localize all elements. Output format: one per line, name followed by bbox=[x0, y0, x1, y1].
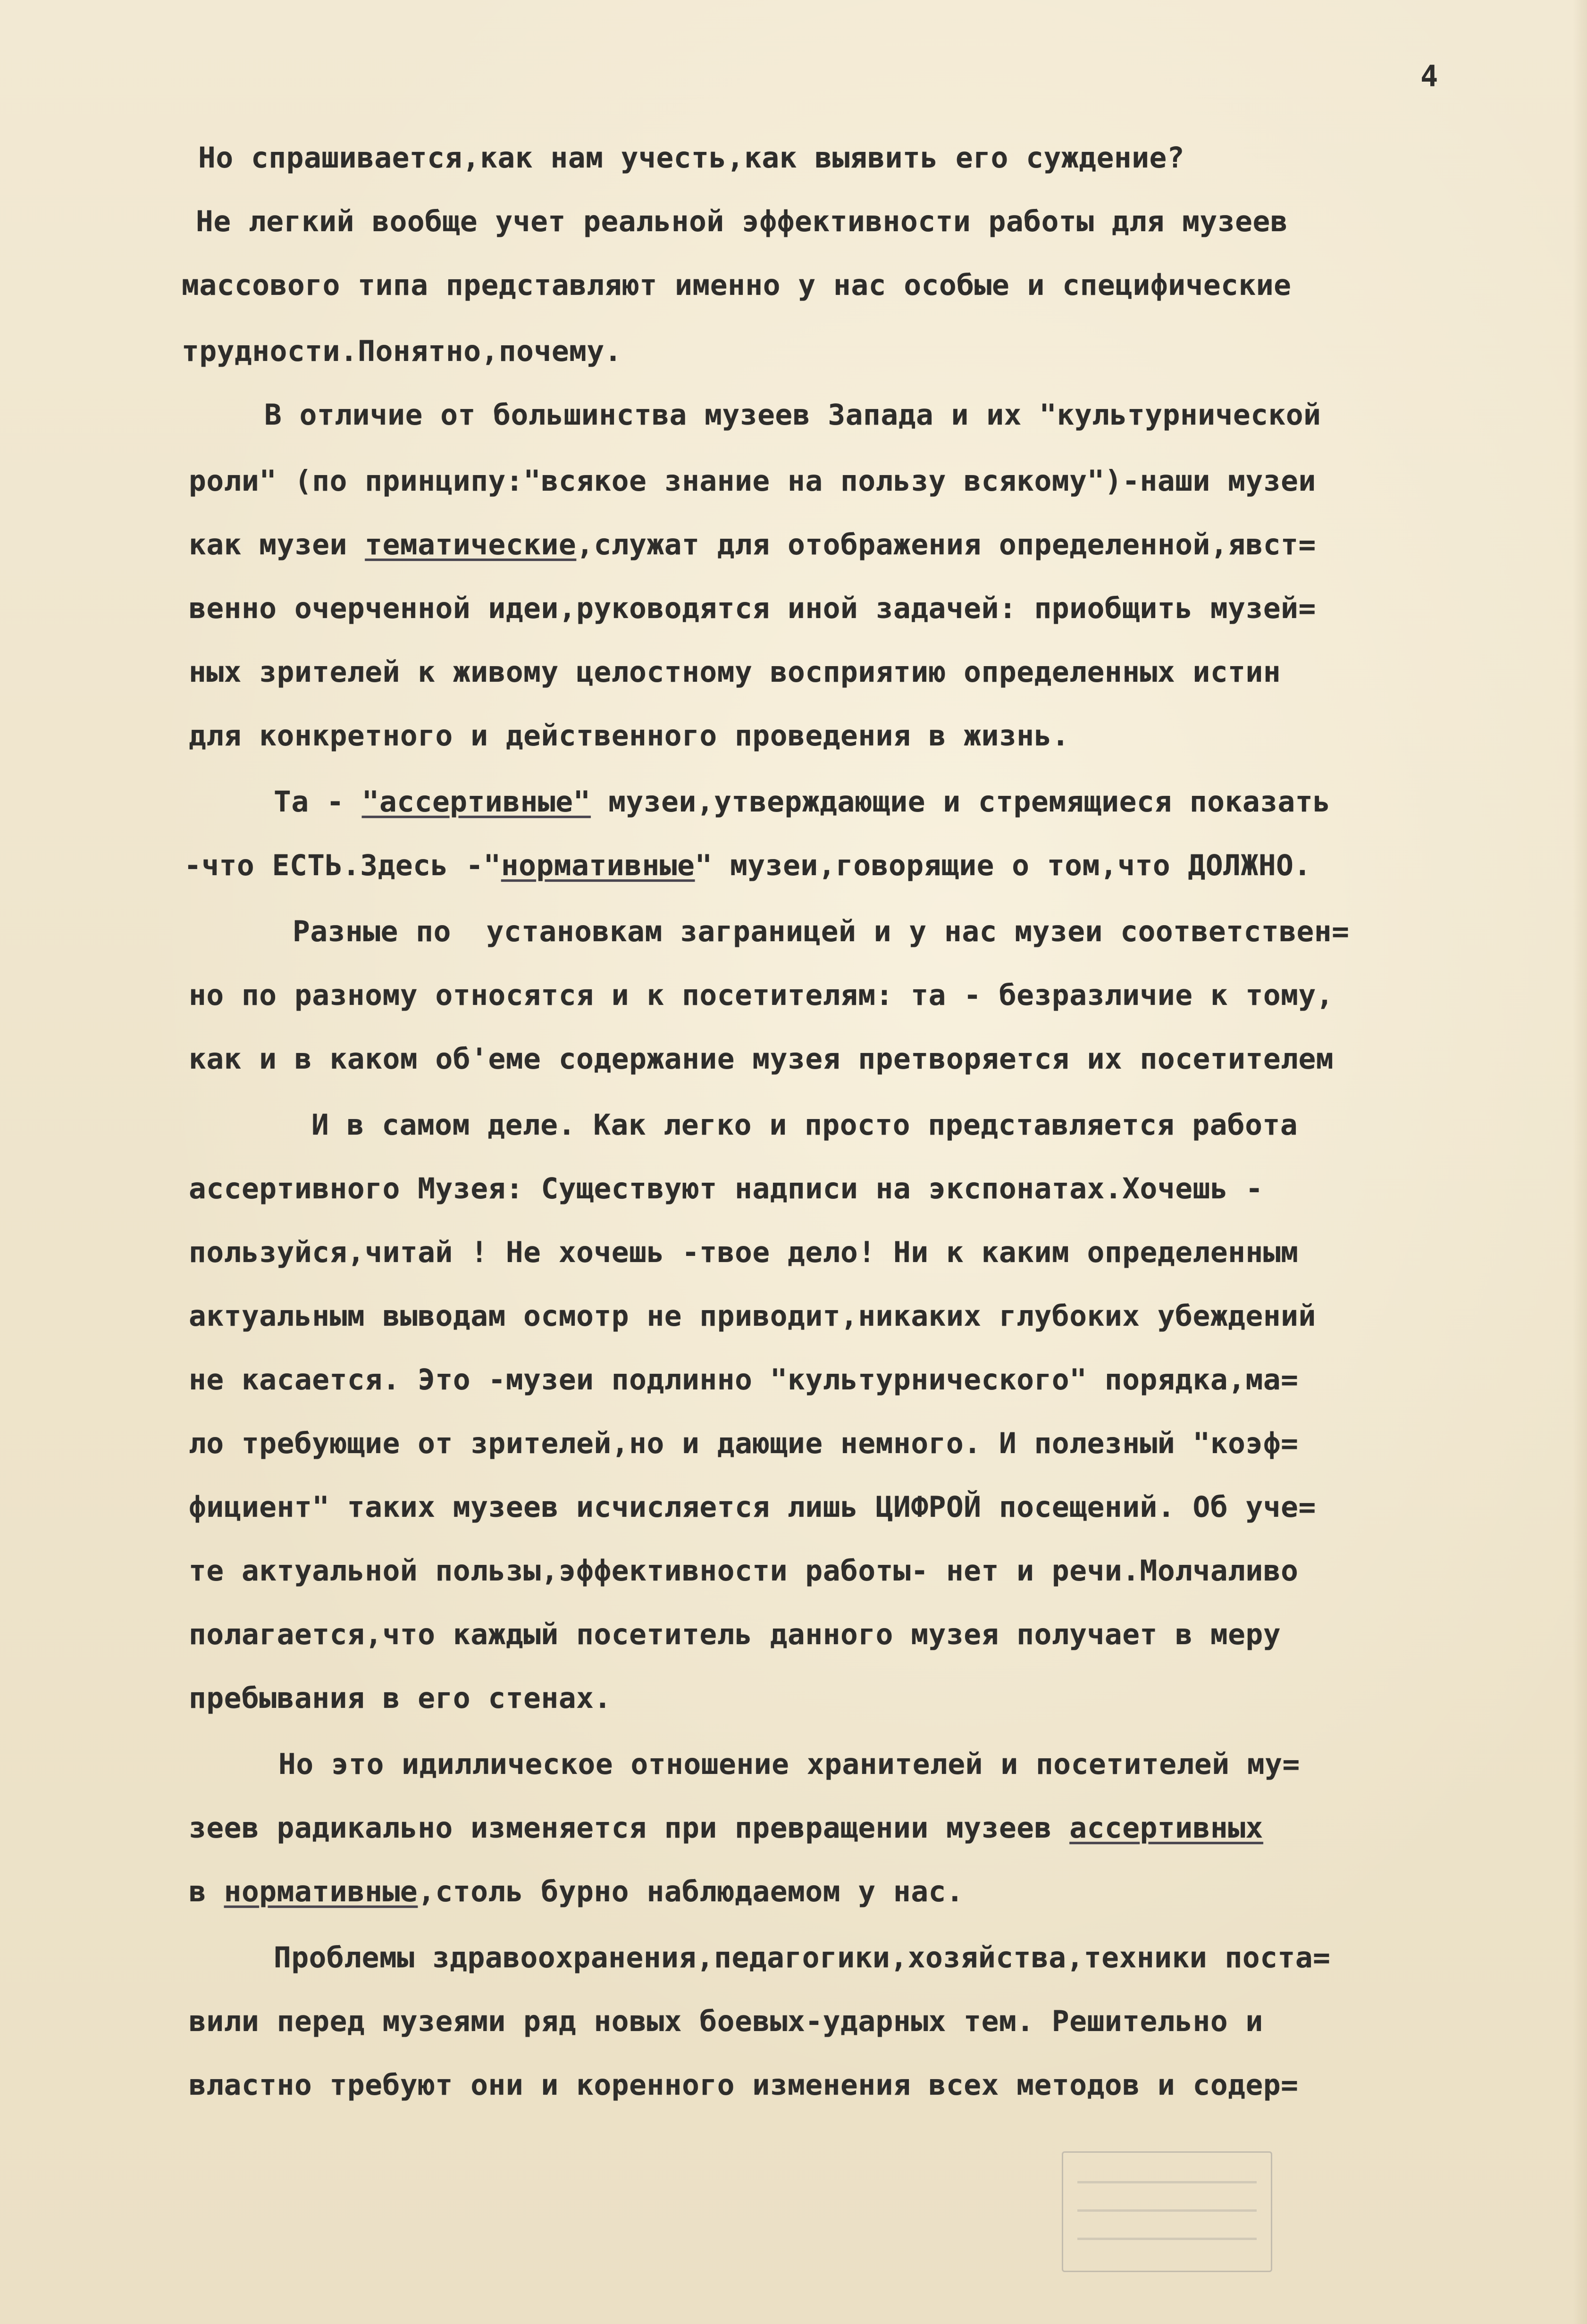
text-segment: ,служат для отображения определенной,явст= bbox=[576, 528, 1316, 561]
text-segment: И в самом деле. Как легко и просто представляется работа bbox=[311, 1108, 1298, 1142]
text-segment: но по разному относятся и к посетителям: та - безразличие к тому, bbox=[189, 978, 1334, 1012]
text-line bbox=[189, 1234, 1298, 1271]
text-segment: ных зрителей к живому целостному восприятию определенных истин bbox=[189, 655, 1281, 689]
text-segment: В отличие от большинства музеев Запада и их "культурнической bbox=[264, 398, 1321, 432]
text-line bbox=[189, 2003, 1263, 2040]
text-line bbox=[264, 396, 1321, 434]
text-segment: фициент" таких музеев исчисляется лишь ЦИФРОЙ посещений. Об уче= bbox=[189, 1490, 1316, 1524]
underlined-term: ассертивных bbox=[1069, 1811, 1263, 1845]
text-segment: Но это идиллическое отношение хранителей и посетителей му= bbox=[278, 1747, 1300, 1781]
text-segment: трудности.Понятно,почему. bbox=[182, 334, 622, 368]
text-segment: ло требующие от зрителей,но и дающие немного. И полезный "коэф= bbox=[189, 1427, 1299, 1460]
text-segment: " музеи,говорящие о том,что ДОЛЖНО. bbox=[695, 849, 1311, 882]
text-line bbox=[189, 1488, 1316, 1526]
text-segment: ассертивного Музея: Существуют надписи на экспонатах.Хочешь - bbox=[189, 1172, 1263, 1205]
text-line bbox=[189, 1297, 1316, 1335]
text-line bbox=[189, 2066, 1298, 2104]
text-line bbox=[278, 1746, 1300, 1783]
text-segment: те актуальной пользы,эффективности работы- нет и речи.Молчаливо bbox=[189, 1554, 1299, 1588]
text-line bbox=[189, 1616, 1281, 1654]
text-line bbox=[189, 462, 1316, 500]
text-line bbox=[293, 913, 1350, 951]
text-line bbox=[189, 1809, 1263, 1847]
text-segment: ,столь бурно наблюдаемом у нас. bbox=[418, 1875, 964, 1908]
text-segment: пользуйся,читай ! Не хочешь -твое дело! Ни к каким определенным bbox=[189, 1236, 1299, 1269]
underlined-term: "ассертивные" bbox=[361, 785, 591, 819]
text-segment: зеев радикально изменяется при превращении музеев bbox=[189, 1811, 1070, 1845]
text-segment: властно требуют они и коренного изменения всех методов и содер= bbox=[189, 2068, 1299, 2102]
text-segment: Проблемы здравоохранения,педагогики,хозяйства,техники поста= bbox=[274, 1941, 1331, 1974]
page-number: 4 bbox=[1420, 59, 1438, 93]
text-segment: как и в каком об'еме содержание музея претворяется их посетителем bbox=[189, 1042, 1334, 1076]
text-segment: не касается. Это -музеи подлинно "культурнического" порядка,ма= bbox=[189, 1363, 1299, 1396]
text-line bbox=[189, 1361, 1298, 1399]
text-segment: пребывания в его стенах. bbox=[189, 1681, 612, 1715]
text-segment: массового типа представляют именно у нас особые и специфические bbox=[182, 268, 1292, 302]
text-line bbox=[189, 590, 1316, 627]
text-line bbox=[189, 717, 1069, 755]
text-line bbox=[189, 526, 1316, 564]
underlined-term: тематические bbox=[365, 528, 577, 561]
faded-archive-stamp bbox=[1062, 2151, 1272, 2272]
text-line bbox=[274, 783, 1331, 821]
text-line bbox=[198, 139, 1184, 177]
text-line bbox=[189, 1873, 964, 1911]
text-segment: Но спрашивается,как нам учесть,как выявить его суждение? bbox=[198, 141, 1185, 175]
text-segment: музеи,утверждающие и стремящиеся показать bbox=[590, 785, 1331, 819]
text-line bbox=[189, 1680, 612, 1717]
text-segment: роли" (по принципу:"всякое знание на пользу всякому")-наши музеи bbox=[189, 464, 1316, 498]
text-line bbox=[311, 1106, 1298, 1144]
text-line bbox=[189, 653, 1281, 691]
text-segment: для конкретного и действенного проведения в жизнь. bbox=[189, 719, 1070, 752]
underlined-term: нормативные bbox=[224, 1875, 418, 1908]
text-line bbox=[274, 1939, 1331, 1977]
underlined-term: нормативные bbox=[501, 849, 695, 882]
text-segment: -что ЕСТЬ.Здесь -" bbox=[184, 849, 501, 882]
text-segment: в bbox=[189, 1875, 224, 1908]
text-line bbox=[189, 1170, 1263, 1208]
text-segment: вили перед музеями ряд новых боевых-ударных тем. Решительно и bbox=[189, 2005, 1263, 2038]
text-segment: Не легкий вообще учет реальной эффективности работы для музеев bbox=[196, 205, 1288, 238]
text-segment: венно очерченной идеи,руководятся иной задачей: приобщить музей= bbox=[189, 592, 1316, 625]
text-segment: как музеи bbox=[189, 528, 365, 561]
text-segment: полагается,что каждый посетитель данного музея получает в меру bbox=[189, 1618, 1281, 1651]
text-segment: Та - bbox=[274, 785, 362, 819]
text-segment: актуальным выводам осмотр не приводит,никаких глубоких убеждений bbox=[189, 1299, 1316, 1333]
text-line bbox=[189, 1040, 1334, 1078]
text-line bbox=[189, 1425, 1298, 1463]
text-line bbox=[189, 1552, 1298, 1590]
text-line bbox=[182, 267, 1291, 304]
text-line bbox=[189, 977, 1334, 1014]
text-line bbox=[184, 847, 1311, 885]
text-line bbox=[196, 203, 1288, 241]
page-edge-shadow bbox=[1573, 0, 1587, 2324]
text-line bbox=[182, 333, 622, 370]
text-segment: Разные по установкам заграницей и у нас музеи соответствен= bbox=[293, 915, 1350, 948]
